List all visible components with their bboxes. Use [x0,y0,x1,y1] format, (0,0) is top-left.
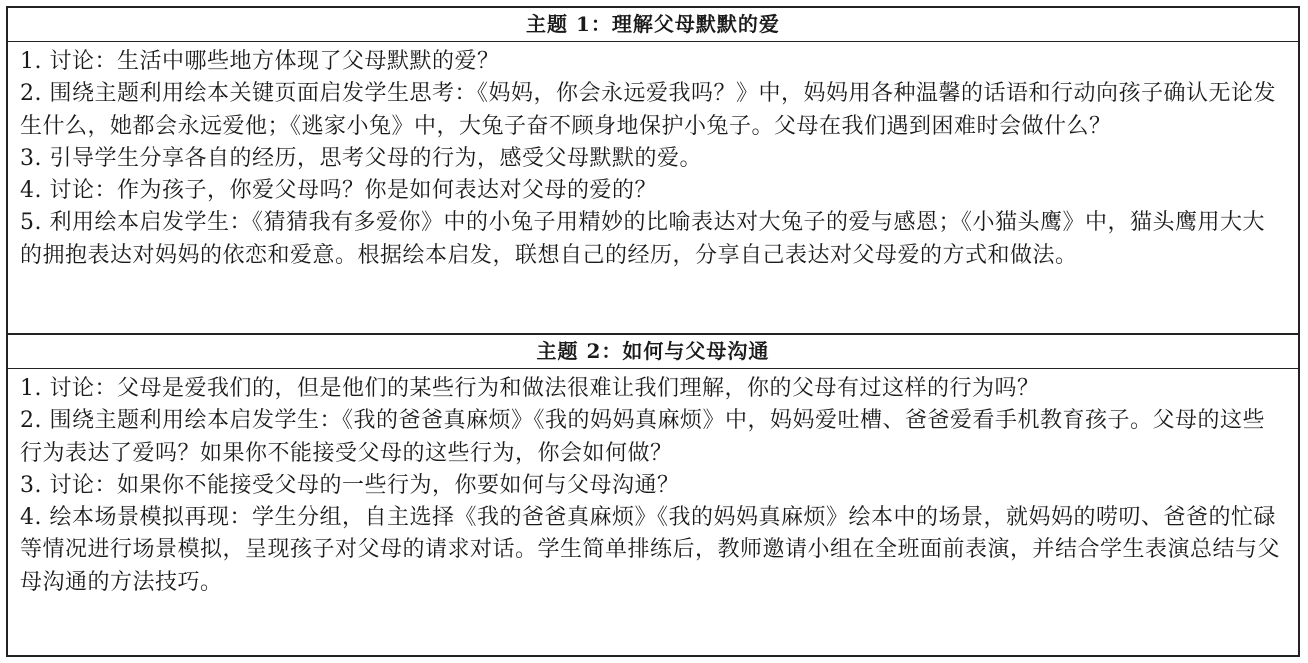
theme-1-item-2: 2. 围绕主题利用绘本关键页面启发学生思考：《妈妈，你会永远爱我吗？》中，妈妈用各种温馨的话语和行动向孩子确认无论发生什么，她都会永远爱他；《逃家小兔》中，大兔子奋不顾身地保护小兔子。父母在我们遇到困难时会做什么？ [20,81,1276,139]
theme-1-item-4: 4. 讨论：作为孩子，你爱父母吗？你是如何表达对父母的爱的？ [20,178,657,204]
theme-2-item-2: 2. 围绕主题利用绘本启发学生：《我的爸爸真麻烦》《我的妈妈真麻烦》中，妈妈爱吐槽、爸爸爱看手机教育孩子。父母的这些行为表达了爱吗？如果你不能接受父母的这些行为，你会如何做？ [20,408,1265,466]
theme-2-item-4: 4. 绘本场景模拟再现：学生分组，自主选择《我的爸爸真麻烦》《我的妈妈真麻烦》绘本中的场景，就妈妈的唠叨、爸爸的忙碌等情况进行场景模拟，呈现孩子对父母的请求对话。学生简单排练后，教师邀请小组在全班面前表演，并结合学生表演总结与父母沟通的方法技巧。 [20,505,1281,595]
theme-2-item-3: 3. 讨论：如果你不能接受父母的一些行为，你要如何与父母沟通？ [20,472,680,498]
theme-1-title: 主题 1：理解父母默默的爱 [8,8,1298,42]
theme-1-content [8,42,1298,335]
theme-1-item-5: 5. 利用绘本启发学生：《猜猜我有多爱你》中的小兔子用精妙的比喻表达对大兔子的爱与感恩；《小猫头鹰》中，猫头鹰用大大的拥抱表达对妈妈的依恋和爱意。根据绘本启发，联想自己的经历，分享自己表达对父母爱的方式和做法。 [20,210,1265,268]
theme-1-item-1: 1. 讨论：生活中哪些地方体现了父母默默的爱？ [20,49,500,74]
lesson-table [6,6,1300,657]
theme-2-item-1: 1. 讨论：父母是爱我们的，但是他们的某些行为和做法很难让我们理解，你的父母有过这样的行为吗？ [20,376,1040,401]
theme-2-content [8,369,1298,603]
theme-1-item-3: 3. 引导学生分享各自的经历，思考父母的行为，感受父母默默的爱。 [20,145,702,171]
theme-2-title: 主题 2：如何与父母沟通 [8,335,1298,369]
